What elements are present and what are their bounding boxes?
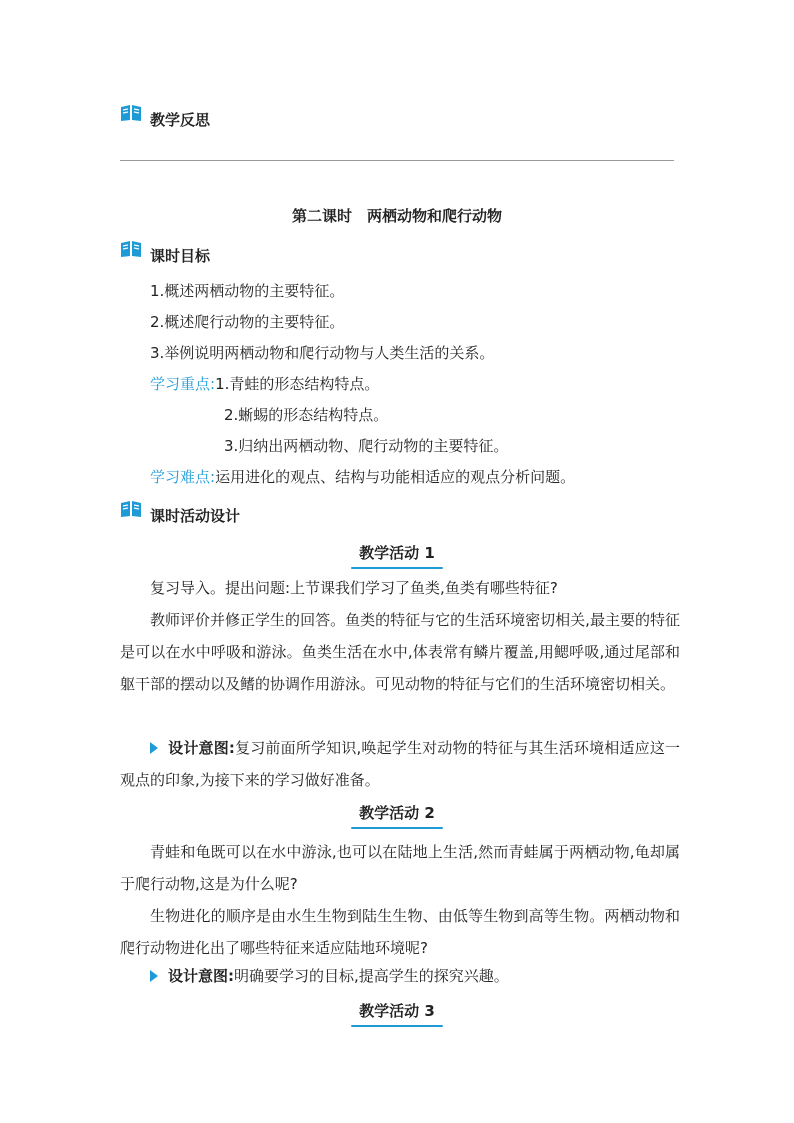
activity-title: 教学活动 3 xyxy=(0,1000,794,1024)
design-intent-text: 复习前面所学知识,唤起学生对动物的特征与其生活环境相适应这一观点的印象,为接下来的学习做好准备。 xyxy=(120,739,680,789)
paragraph: 青蛙和龟既可以在水中游泳,也可以在陆地上生活,然而青蛙属于两栖动物,龟却属于爬行动物,这是为什么呢? xyxy=(120,843,680,893)
objective-item: 1.概述两栖动物的主要特征。 xyxy=(150,282,345,300)
section-title-objectives: 课时目标 xyxy=(150,247,211,265)
key-point-item: 2.蜥蜴的形态结构特点。 xyxy=(224,406,389,424)
design-intent-label: 设计意图: xyxy=(168,967,234,985)
key-points-label: 学习重点: xyxy=(150,375,216,393)
difficulty-line xyxy=(150,466,575,487)
key-point-item: 3.归纳出两栖动物、爬行动物的主要特征。 xyxy=(224,437,509,455)
play-triangle-icon xyxy=(150,970,158,982)
design-intent xyxy=(120,960,680,992)
design-intent xyxy=(120,732,680,796)
section-title-reflection: 教学反思 xyxy=(150,111,211,129)
activity-title: 教学活动 2 xyxy=(0,802,794,826)
open-book-icon xyxy=(120,500,142,518)
objective-item: 3.举例说明两栖动物和爬行动物与人类生活的关系。 xyxy=(150,344,495,362)
key-point-item: 1.青蛙的形态结构特点。 xyxy=(215,375,380,393)
difficulty-label: 学习难点: xyxy=(150,468,216,486)
design-intent-text: 明确要学习的目标,提高学生的探究兴趣。 xyxy=(234,967,509,985)
lesson-title: 第二课时 两栖动物和爬行动物 xyxy=(291,207,502,225)
open-book-icon xyxy=(120,104,142,122)
paragraph: 生物进化的顺序是由水生生物到陆生生物、由低等生物到高等生物。两栖动物和爬行动物进化出了哪些特征来适应陆地环境呢? xyxy=(120,907,680,957)
design-intent-label: 设计意图: xyxy=(168,739,235,757)
section-title-activity-design: 课时活动设计 xyxy=(150,507,241,525)
play-triangle-icon xyxy=(150,742,158,754)
difficulty-text: 运用进化的观点、结构与功能相适应的观点分析问题。 xyxy=(215,468,576,486)
paragraph: 教师评价并修正学生的回答。鱼类的特征与它的生活环境密切相关,最主要的特征是可以在水中呼吸和游泳。鱼类生活在水中,体表常有鳞片覆盖,用鳃呼吸,通过尾部和躯干部的摆动以及鳍的协调作用游泳。可见动物的特征与它们的生活环境密切相关。 xyxy=(120,611,680,693)
key-points-line xyxy=(150,373,379,394)
activity-title: 教学活动 1 xyxy=(0,542,794,566)
paragraph: 复习导入。提出问题:上节课我们学习了鱼类,鱼类有哪些特征? xyxy=(150,579,558,597)
objective-item: 2.概述爬行动物的主要特征。 xyxy=(150,313,345,331)
open-book-icon xyxy=(120,240,142,258)
divider xyxy=(120,160,674,161)
